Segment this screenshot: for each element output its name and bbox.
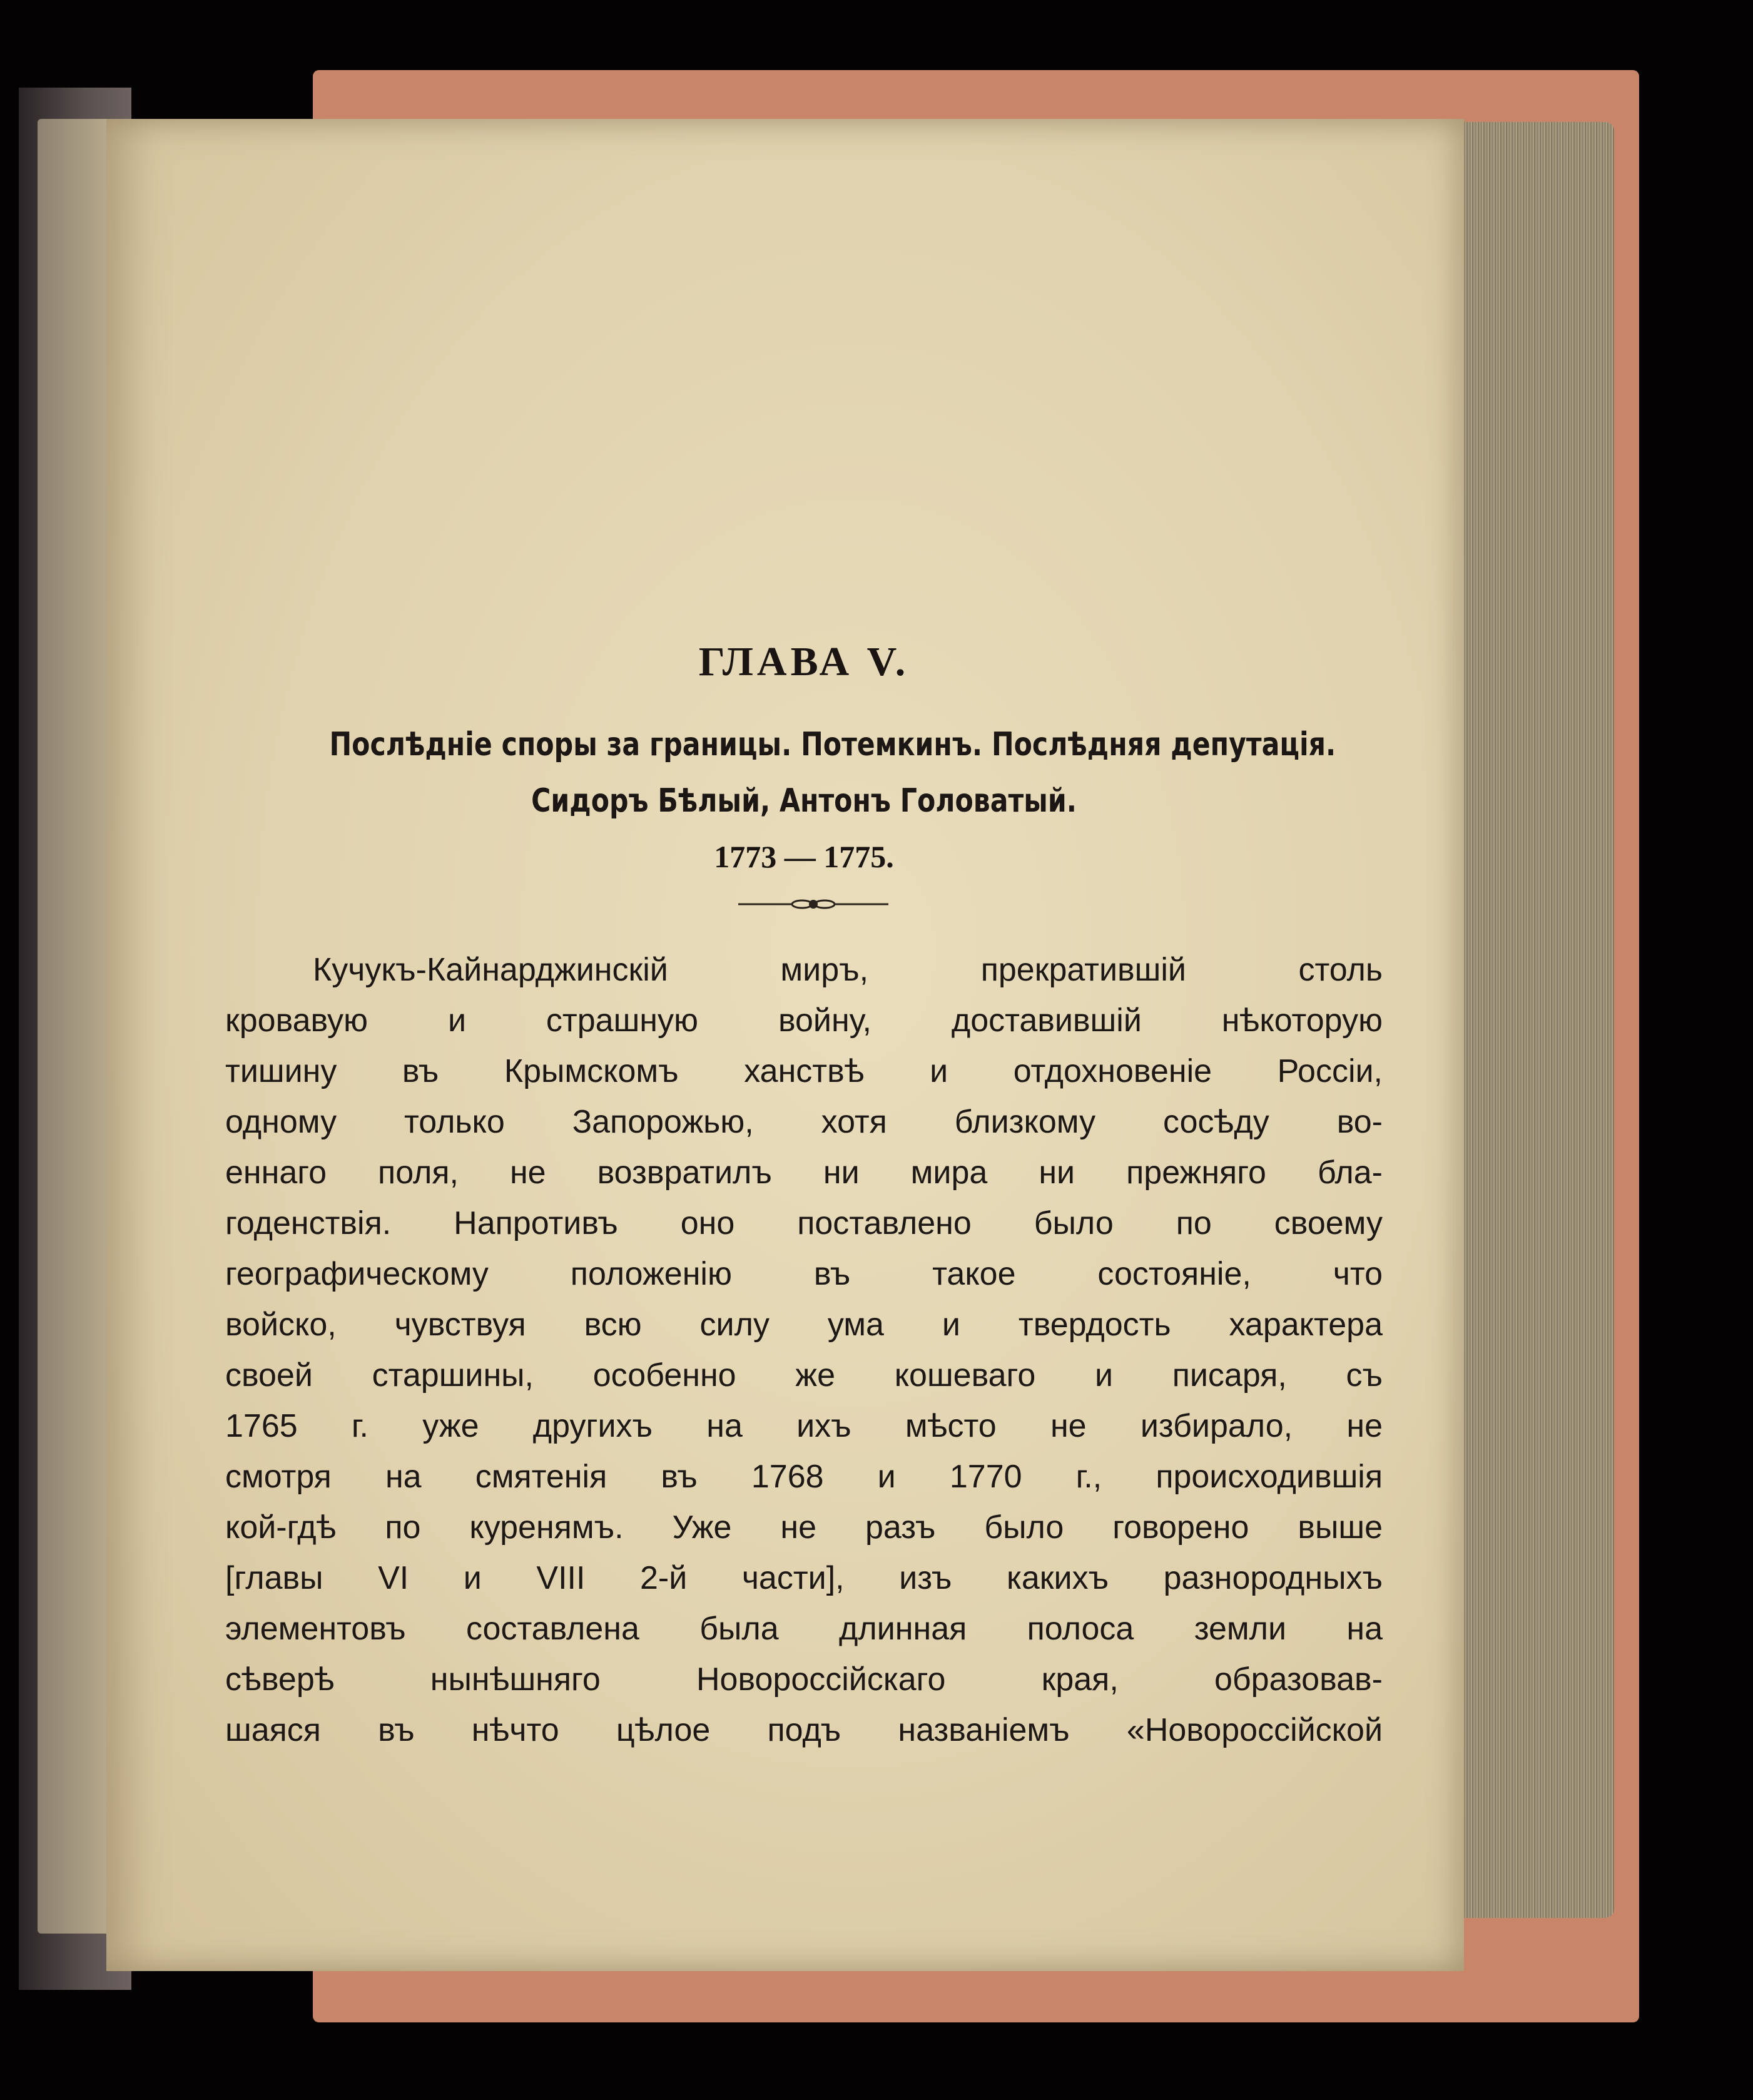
- text-line: войско, чувствуя всю силу ума и твердость характера: [225, 1307, 1383, 1343]
- book-page: [106, 119, 1464, 1971]
- text-line: элементовъ составлена была длинная полоса земли на: [225, 1611, 1383, 1647]
- text-line: одному только Запорожью, хотя близкому сосѣду во-: [225, 1104, 1383, 1140]
- text-line: кой-гдѣ по куренямъ. Уже не разъ было говорено выше: [225, 1509, 1383, 1546]
- text-line: 1765 г. уже другихъ на ихъ мѣсто не избирало, не: [225, 1408, 1383, 1444]
- text-line: Кучукъ-Кайнарджинскій миръ, прекратившій столь: [313, 952, 1383, 988]
- page-content: [225, 119, 1383, 1971]
- text-line: годенствія. Напротивъ оно поставлено было по своему: [225, 1205, 1383, 1241]
- text-line: шаяся въ нѣчто цѣлое подъ названіемъ «Новороссійской: [225, 1712, 1383, 1748]
- body-text: [225, 945, 1383, 1756]
- fleuron-ornament-icon: [738, 895, 888, 914]
- chapter-years: 1773 — 1775.: [714, 839, 894, 874]
- text-line: [главы VI и VIII 2-й части], изъ какихъ разнородныхъ: [225, 1560, 1383, 1596]
- text-line: географическому положенію въ такое состояніе, что: [225, 1256, 1383, 1292]
- chapter-subtitle-line-1: Послѣдніе споры за границы. Потемкинъ. Послѣдняя депутація.: [329, 726, 1336, 763]
- text-line: сѣверѣ нынѣшняго Новороссійскаго края, образовав-: [225, 1661, 1383, 1698]
- text-line: еннаго поля, не возвратилъ ни мира ни прежняго бла-: [225, 1154, 1383, 1191]
- text-line: тишину въ Крымскомъ ханствѣ и отдохновеніе Россіи,: [225, 1053, 1383, 1089]
- text-line: кровавую и страшную войну, доставившій нѣкоторую: [225, 1002, 1383, 1039]
- text-line: своей старшины, особенно же кошеваго и писаря, съ: [225, 1357, 1383, 1394]
- text-line: смотря на смятенія въ 1768 и 1770 г., происходившія: [225, 1459, 1383, 1495]
- chapter-subtitle-line-2: Сидоръ Бѣлый, Антонъ Головатый.: [531, 782, 1077, 820]
- chapter-title: ГЛАВА V.: [698, 639, 910, 685]
